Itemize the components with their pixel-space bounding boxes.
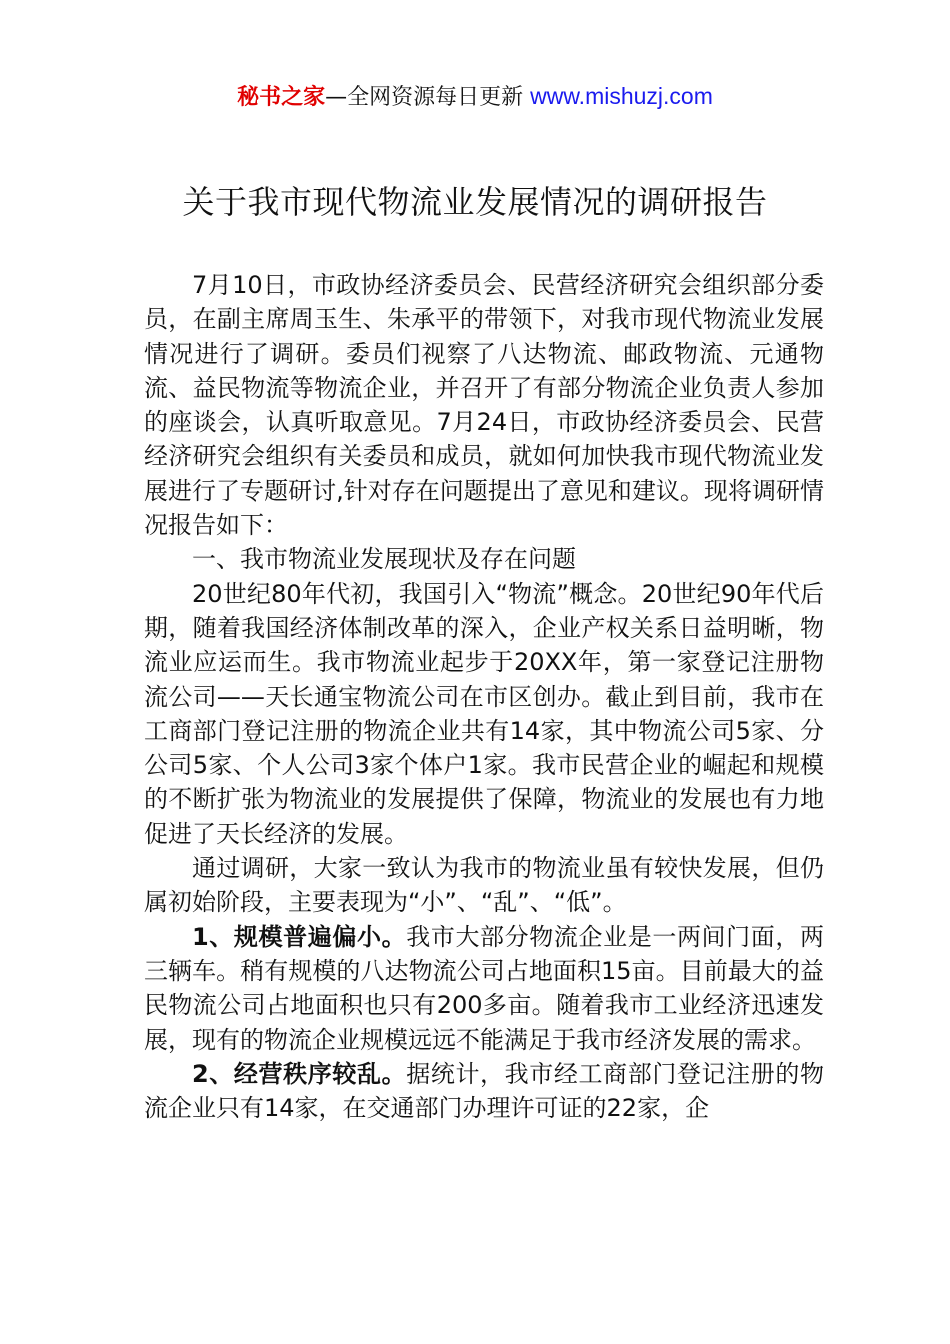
- document-body: [144, 268, 824, 1125]
- brand-name: 秘书之家: [237, 85, 326, 110]
- site-header: [0, 80, 950, 114]
- paragraph-point-2: [144, 1057, 824, 1126]
- paragraph-intro: 7月10日，市政协经济委员会、民营经济研究会组织部分委员，在副主席周玉生、朱承平的带领下，对我市现代物流业发展情况进行了调研。委员们视察了八达物流、邮政物流、元通物流、益民物流等物流企业，并召开了有部分物流企业负责人参加的座谈会，认真听取意见。7月24日，市政协经济委员会、民营经济研究会组织有关委员和成员，就如何加快我市现代物流业发展进行了专题研讨,针对存在问题提出了意见和建议。现将调研情况报告如下：: [144, 271, 824, 540]
- point-1-heading: 1、规模普遍偏小。: [192, 922, 407, 951]
- site-url[interactable]: www.mishuzj.com: [530, 83, 713, 109]
- point-1-text: 我市大部分物流企业是一两间门面，两三辆车。稍有规模的八达物流公司占地面积15亩。目前最大的益民物流公司占地面积也只有200多亩。随着我市工业经济迅速发展，现有的物流企业规模远远不能满足于我市经济发展的需求。: [144, 922, 825, 1054]
- point-2-text: 据统计，我市经工商部门登记注册的物流企业只有14家，在交通部门办理许可证的22家，企: [144, 1059, 825, 1123]
- paragraph-point-1: [144, 920, 824, 1057]
- header-slogan: —全网资源每日更新: [325, 85, 531, 110]
- paragraph-summary: 通过调研，大家一致认为我市的物流业虽有较快发展，但仍属初始阶段，主要表现为“小”、“乱”、“低”。: [144, 854, 824, 917]
- point-2-heading: 2、经营秩序较乱。: [192, 1059, 407, 1088]
- document-title: 关于我市现代物流业发展情况的调研报告: [182, 183, 768, 221]
- section-heading-1: 一、我市物流业发展现状及存在问题: [192, 545, 576, 574]
- paragraph-status: 20世纪80年代初，我国引入“物流”概念。20世纪90年代后期，随着我国经济体制改革的深入，企业产权关系日益明晰，物流业应运而生。我市物流业起步于20XX年，第一家登记注册物流公司——天长通宝物流公司在市区创办。截止到目前，我市在工商部门登记注册的物流企业共有14家，其中物流公司5家、分公司5家、个人公司3家个体户1家。我市民营企业的崛起和规模的不断扩张为物流业的发展提供了保障，物流业的发展也有力地促进了天长经济的发展。: [144, 579, 824, 848]
